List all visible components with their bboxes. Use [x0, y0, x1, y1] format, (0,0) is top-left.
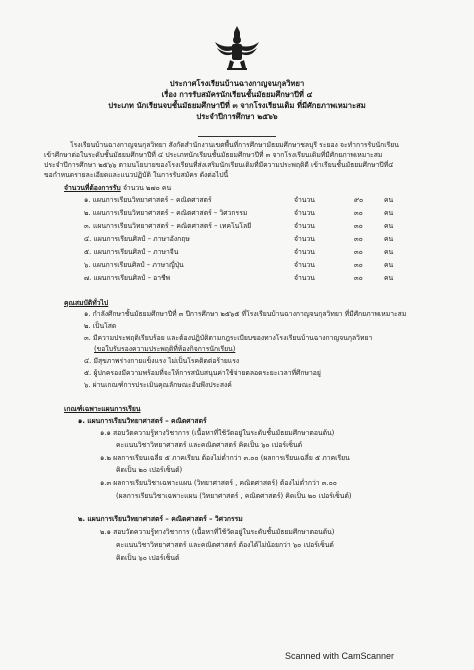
program-qty-label: จำนวน — [294, 235, 315, 243]
criteria-line: คิดเป็น ๖๐ เปอร์เซ็นต์ — [116, 554, 180, 562]
program-name: ๓. แผนการเรียนวิทยาศาสตร์ – คณิตศาสตร์ – เทคโนโลยี — [84, 222, 252, 230]
criteria-line: ๑.๓ ผลการเรียนวิชาเฉพาะแผน (วิทยาศาสตร์ , คณิตศาสตร์) ต้องไม่ต่ำกว่า ๓.๐๐ — [100, 479, 337, 487]
program-name: ๕. แผนการเรียนศิลป์ – ภาษาจีน — [84, 248, 179, 256]
criteria-heading: เกณฑ์เฉพาะแผนการเรียน — [64, 405, 141, 413]
program-qty-label: จำนวน — [294, 261, 315, 269]
program-unit: คน — [384, 209, 394, 217]
program-unit: คน — [384, 196, 394, 204]
criteria-line: คะแนนวิชาวิทยาศาสตร์ และคณิตศาสตร์ คิดเป็น ๖๐ เปอร์เซ็นต์ — [116, 441, 303, 449]
program-row — [84, 235, 424, 244]
program-name: ๒. แผนการเรียนวิทยาศาสตร์ – คณิตศาสตร์ – วิศวกรรม — [84, 209, 248, 217]
qualification-item: ๕. ผู้ปกครองมีความพร้อมที่จะให้การสนับสนุนค่าใช้จ่ายตลอดระยะเวลาที่ศึกษาอยู่ — [84, 369, 321, 377]
header-divider — [198, 136, 276, 137]
program-count: ๓๐ — [354, 209, 363, 217]
intro-line: เข้าศึกษาต่อในระดับชั้นมัธยมศึกษาปีที่ ๔ ประเภทนักเรียนชั้นมัธยมศึกษาปีที่ ๓ จากโรงเรียนเดิมที่มีศักยภาพเหมาะสม — [44, 151, 383, 159]
program-count: ๓๐ — [354, 274, 363, 282]
qualification-note: (ขอใบรับรองความประพฤติที่ห้องกิจการนักเรียน) — [94, 345, 236, 353]
program-row — [84, 222, 424, 231]
program-count: ๓๐ — [354, 261, 363, 269]
intro-line: โรงเรียนบ้านฉางกาญจนกุลวิทยา สังกัดสำนักงานเขตพื้นที่การศึกษามัธยมศึกษาชลบุรี ระยอง จะทำการรับนักเรียน — [70, 141, 399, 149]
quota-heading: จำนวนที่ต้องการรับ — [64, 184, 121, 192]
program-unit: คน — [384, 261, 394, 269]
scanner-watermark: Scanned with CamScanner — [285, 651, 395, 661]
criteria-line: ๒.๑ สอบวัดความรู้ทางวิชาการ (เนื้อหาที่ใช้วัดอยู่ในระดับชั้นมัธยมศึกษาตอนต้น) — [100, 528, 335, 536]
criteria-line: คิดเป็น ๒๐ เปอร์เซ็นต์) — [116, 466, 183, 474]
program-qty-label: จำนวน — [294, 248, 315, 256]
quota-total: จำนวน ๒๗๐ คน — [122, 184, 172, 192]
qualification-item: ๖. ผ่านเกณฑ์การประเมินคุณลักษณะอันพึงประสงค์ — [84, 381, 232, 389]
qualification-item: ๔. มีสุขภาพร่างกายแข็งแรง ไม่เป็นโรคติดต่อร้ายแรง — [84, 357, 240, 365]
program-qty-label: จำนวน — [294, 209, 315, 217]
qualification-item: ๒. เป็นโสด — [84, 322, 117, 330]
program-unit: คน — [384, 235, 394, 243]
quota-heading-line — [64, 184, 171, 193]
announcement-title: ประกาศโรงเรียนบ้านฉางกาญจนกุลวิทยา — [169, 79, 305, 88]
qualification-item: ๓. มีความประพฤติเรียบร้อย และต้องปฏิบัติตามกฎระเบียบของทางโรงเรียนบ้านฉางกาญจนกุลวิทยา — [84, 334, 373, 342]
program-name: ๑. แผนการเรียนวิทยาศาสตร์ – คณิตศาสตร์ — [84, 196, 212, 204]
criteria-line: คะแนนวิชาวิทยาศาสตร์ และคณิตศาสตร์ ต้องได้ไม่น้อยกว่า ๖๐ เปอร์เซ็นต์ — [116, 541, 334, 549]
plan-heading: ๒. แผนการเรียนวิทยาศาสตร์ – คณิตศาสตร์ – วิศวกรรม — [78, 515, 243, 523]
garuda-emblem-icon — [213, 24, 261, 72]
intro-line: ประจำปีการศึกษา ๒๕๖๖ ตามนโยบายของโรงเรียนที่ส่งเสริมนักเรียนเดิมที่มีความประพฤติดี เข้าเรียนชั้นมัธยมศึกษาปีที่๔ — [44, 161, 394, 169]
program-row — [84, 209, 424, 218]
program-qty-label: จำนวน — [294, 274, 315, 282]
program-name: ๗. แผนการเรียนศิลป์ – อาชีพ — [84, 274, 171, 282]
plan-heading: ๑. แผนการเรียนวิทยาศาสตร์ – คณิตศาสตร์ — [78, 417, 207, 425]
program-unit: คน — [384, 222, 394, 230]
program-count: ๓๐ — [354, 248, 363, 256]
program-qty-label: จำนวน — [294, 222, 315, 230]
criteria-line: ๑.๑ สอบวัดความรู้ทางวิชาการ (เนื้อหาที่ใช้วัดอยู่ในระดับชั้นมัธยมศึกษาตอนต้น) — [100, 429, 335, 437]
program-unit: คน — [384, 274, 394, 282]
intro-line: ขอกำหนดรายละเอียดและแนวปฏิบัติ ในการรับสมัคร ดังต่อไปนี้ — [44, 171, 229, 179]
program-row — [84, 196, 424, 205]
qualifications-heading: คุณสมบัติทั่วไป — [64, 299, 109, 307]
program-name: ๖. แผนการเรียนศิลป์ – ภาษาญี่ปุ่น — [84, 261, 184, 269]
program-count: ๓๐ — [354, 235, 363, 243]
program-name: ๔. แผนการเรียนศิลป์ – ภาษาอังกฤษ — [84, 235, 190, 243]
program-row — [84, 248, 424, 257]
announcement-category: ประเภท นักเรียนจบชั้นมัธยมศึกษาปีที่ ๓ จากโรงเรียนเดิม ที่มีศักยภาพเหมาะสม — [108, 101, 366, 110]
criteria-line: (ผลการเรียนวิชาเฉพาะแผน (วิทยาศาสตร์ , คณิตศาสตร์) คิดเป็น ๒๐ เปอร์เซ็นต์) — [116, 492, 352, 500]
program-unit: คน — [384, 248, 394, 256]
program-row — [84, 261, 424, 270]
criteria-line: ๑.๒ ผลการเรียนเฉลี่ย ๕ ภาคเรียน ต้องไม่ต่ำกว่า ๓.๐๐ (ผลการเรียนเฉลี่ย ๕ ภาคเรียน — [100, 454, 350, 462]
program-count: ๙๐ — [354, 196, 364, 204]
qualification-item: ๑. กำลังศึกษาชั้นมัธยมศึกษาปีที่ ๓ ปีการศึกษา ๒๕๖๕ ที่โรงเรียนบ้านฉางกาญจนกุลวิทยา ที่มีศักยภาพเหมาะสม — [84, 310, 407, 318]
academic-year: ประจำปีการศึกษา ๒๕๖๖ — [196, 112, 278, 121]
program-row — [84, 274, 424, 283]
program-qty-label: จำนวน — [294, 196, 315, 204]
announcement-subject: เรื่อง การรับสมัครนักเรียนชั้นมัธยมศึกษาปีที่ ๔ — [161, 90, 313, 99]
program-count: ๓๐ — [354, 222, 363, 230]
